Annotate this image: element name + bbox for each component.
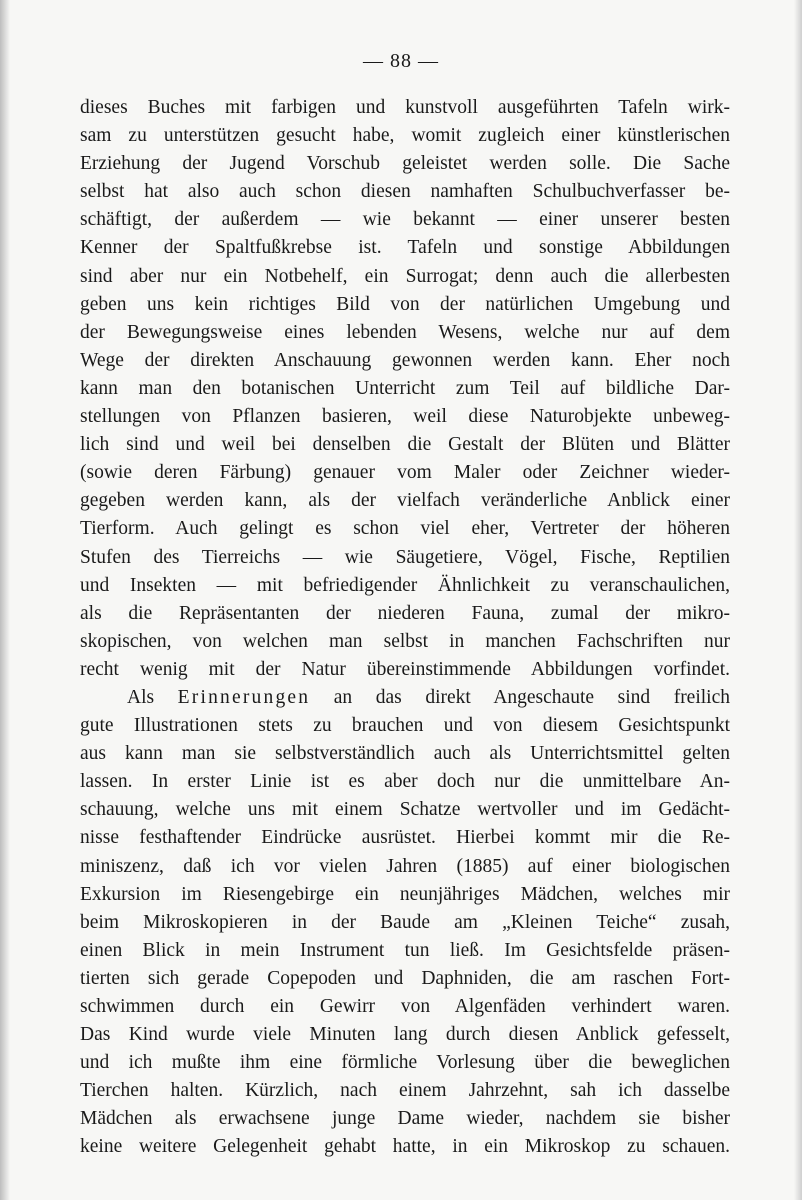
text-line: aus kann man sie selbstverständlich auch als Unterrichtsmittel gelten [80,743,730,765]
text-line: dieses Buches mit farbigen und kunstvoll ausgeführten Tafeln wirk- [80,97,730,118]
text-line: Stufen des Tierreichs — wie Säugetiere, Vögel, Fische, Reptilien [80,546,730,568]
text-line: beim Mikroskopieren in der Baude am „Kleinen Teiche“ zusah, [80,911,730,933]
text-line: der Bewegungsweise eines lebenden Wesens, welche nur auf dem [80,321,730,343]
page-edge-shadow [0,0,10,1200]
text-line: tierten sich gerade Copepoden und Daphniden, die am raschen Fort- [80,967,730,989]
text-line: Erziehung der Jugend Vorschub geleistet werden solle. Die Sache [80,153,730,175]
paragraph-2 [80,684,730,1162]
emphasized-word: Erinnerungen [177,686,311,708]
text-line: sind aber nur ein Notbehelf, ein Surrogat; denn auch die allerbesten [80,265,730,287]
line-rest: an das direkt Angeschaute sind freilich [333,686,730,708]
text-line: Kenner der Spaltfußkrebse ist. Tafeln und sonstige Abbildungen [80,237,730,259]
text-line: schwimmen durch ein Gewirr von Algenfäden verhindert waren. [80,996,730,1017]
text-line: Exkursion im Riesengebirge ein neunjähriges Mädchen, welches mir [80,883,730,905]
text-line: nisse festhaftender Eindrücke ausrüstet. Hierbei kommt mir die Re- [80,827,730,849]
text-line: lich sind und weil bei denselben die Gestalt der Blüten und Blätter [80,434,730,456]
text-line: einen Blick in mein Instrument tun ließ. Im Gesichtsfelde präsen- [80,939,730,961]
text-line: Mädchen als erwachsene junge Dame wieder, nachdem sie bisher [80,1108,730,1130]
paragraph-1 [80,94,730,684]
text-line: selbst hat also auch schon diesen namhaften Schulbuchverfasser be- [80,181,730,203]
text-line: stellungen von Pflanzen basieren, weil diese Naturobjekte unbeweg- [80,406,730,428]
text-line: als die Repräsentanten der niederen Fauna, zumal der mikro- [80,602,730,624]
text-line: und ich mußte ihm eine förmliche Vorlesung über die beweglichen [80,1052,730,1074]
page-body [80,94,730,1162]
first-word: Als [127,686,155,708]
text-line: gegeben werden kann, als der vielfach veränderliche Anblick einer [80,490,730,512]
text-line: geben uns kein richtiges Bild von der natürlichen Umgebung und [80,293,730,315]
text-line: keine weitere Gelegenheit gehabt hatte, in ein Mikroskop zu schauen. [80,1136,730,1158]
text-line: und Insekten — mit befriedigender Ähnlichkeit zu veranschaulichen, [80,574,730,596]
text-line: miniszenz, daß ich vor vielen Jahren (1885) auf einer biologischen [80,855,730,877]
page-number: — 88 — [363,50,439,72]
text-line: recht wenig mit der Natur übereinstimmende Abbildungen vorfindet. [80,658,730,680]
text-line: sam zu unterstützen gesucht habe, womit zugleich einer künstlerischen [80,125,730,147]
text-line: lassen. In erster Linie ist es aber doch nur die unmittelbare An- [80,771,730,793]
text-line: skopischen, von welchen man selbst in manchen Fachschriften nur [80,630,730,652]
text-line [80,684,730,712]
text-line: Tierform. Auch gelingt es schon viel eher, Vertreter der höheren [80,518,730,540]
text-line: Das Kind wurde viele Minuten lang durch diesen Anblick gefesselt, [80,1024,730,1046]
text-line: Wege der direkten Anschauung gewonnen werden kann. Eher noch [80,349,730,371]
text-line: Tierchen halten. Kürzlich, nach einem Jahrzehnt, sah ich dasselbe [80,1080,730,1102]
text-line: schauung, welche uns mit einem Schatze wertvoller und im Gedächt- [80,799,730,821]
text-line: gute Illustrationen stets zu brauchen und von diesem Gesichtspunkt [80,715,730,737]
page-edge-shadow [794,0,802,1200]
text-line: (sowie deren Färbung) genauer vom Maler oder Zeichner wieder- [80,462,730,484]
text-line: schäftigt, der außerdem — wie bekannt — einer unserer besten [80,209,730,231]
text-line: kann man den botanischen Unterricht zum Teil auf bildliche Dar- [80,377,730,399]
